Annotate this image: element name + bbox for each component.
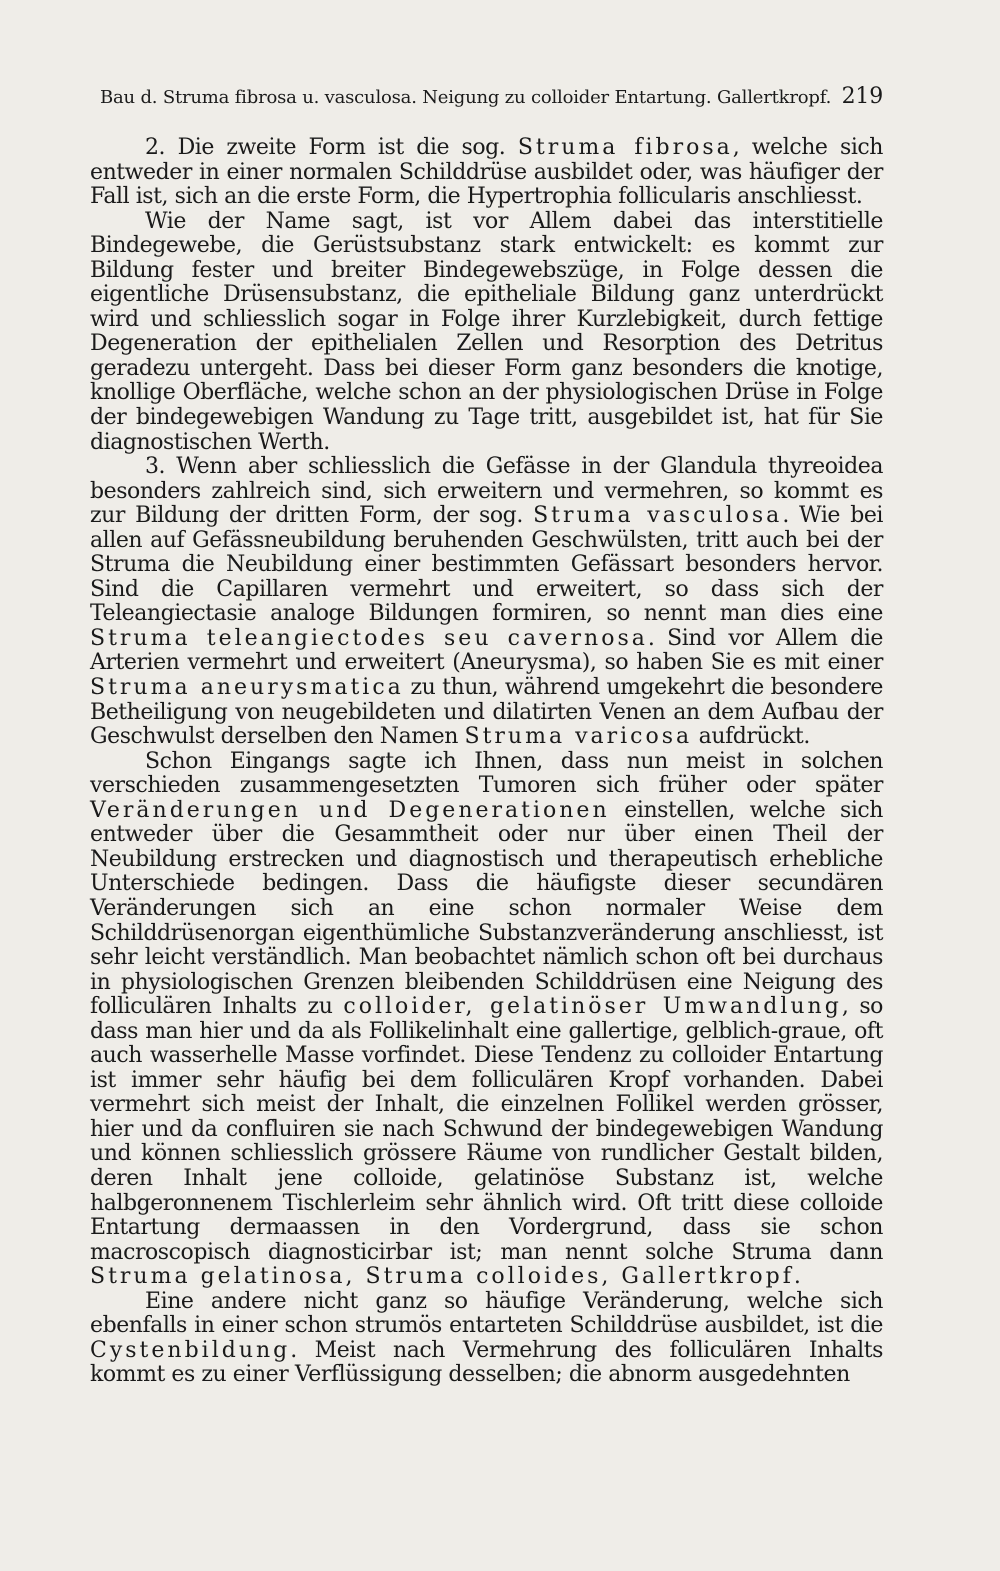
text-run: 3. Wenn aber schliesslich die Gefässe in der Glandula thyreoidea besonders zahlreich sind, sich erweitern und vermehren, so kommt es zur Bildung der dritten Form, der sog. — [90, 454, 883, 529]
spaced-emphasis: Struma teleangiectodes seu cavernosa — [90, 625, 648, 651]
paragraph — [90, 750, 883, 1290]
paragraph — [90, 210, 883, 455]
spaced-emphasis: Struma vasculosa — [533, 503, 783, 529]
spaced-emphasis: Veränderungen und Degenerationen — [90, 797, 610, 823]
spaced-emphasis: colloider, gelatinöser Umwandlung — [343, 994, 842, 1020]
text-run: Schon Eingangs sagte ich Ihnen, dass nun meist in solchen verschieden zusammengesetzten Tumoren sich früher oder später — [90, 748, 883, 799]
text-run: , so dass man hier und da als Follikelinhalt eine gallertige, gelblich-graue, oft auch wasserhelle Masse vorfindet. Diese Tendenz zu colloider Entartung ist immer sehr häufig bei dem folliculären Kropf vorhanden. Dabei vermehrt sich meist der Inhalt, die einzelnen Follikel werden grösser, hier und da confluiren sie nach Schwund der bindegewebigen Wandung und können schliesslich grössere Räume von rundlicher Gestalt bilden, deren Inhalt jene colloide, gelatinöse Substanz ist, welche halbgeronnenem Tischlerleim sehr ähnlich wird. Oft tritt diese colloide Entartung dermaassen in den Vordergrund, dass sie schon macroscopisch diagnosticirbar ist; man nennt solche Struma dann — [90, 994, 883, 1265]
text-run: . — [793, 1264, 801, 1290]
running-header — [100, 84, 883, 109]
text-run: . Meist nach Vermehrung des folliculären Inhalts kommt es zu einer Verflüssigung desselben; die abnorm ausgedehnten — [90, 1337, 883, 1388]
paragraph — [90, 136, 883, 210]
spaced-emphasis: Struma aneurysmatica — [90, 675, 404, 701]
body-text — [90, 136, 883, 1388]
paragraph — [90, 1290, 883, 1388]
spaced-emphasis: Struma varicosa — [464, 724, 693, 750]
spaced-emphasis: Struma gelatinosa, Struma colloides, Gallertkropf — [90, 1264, 794, 1290]
text-run: , welche sich entweder in einer normalen Schilddrüse ausbildet oder, was häufiger der Fall ist, sich an die erste Form, die Hypertrophia follicularis anschliesst. — [90, 135, 884, 210]
text-run: Wie der Name sagt, ist vor Allem dabei das interstitielle Bindegewebe, die Gerüstsubstanz stark entwickelt: es kommt zur Bildung fester und breiter Bindegewebszüge, in Folge dessen die eigentliche Drüsensubstanz, die epitheliale Bildung ganz unterdrückt wird und schliesslich sogar in Folge ihrer Kurzlebigkeit, durch fettige Degeneration der epithelialen Zellen und Resorption des Detritus geradezu untergeht. Dass bei dieser Form ganz besonders die knotige, knollige Oberfläche, welche schon an der physiologischen Drüse in Folge der bindegewebigen Wandung zu Tage tritt, ausgebildet ist, hat für Sie diagnostischen Werth. — [90, 208, 883, 455]
text-run: aufdrückt. — [692, 724, 810, 750]
running-title: Bau d. Struma fibrosa u. vasculosa. Neigung zu colloider Entartung. Gallertkropf. — [100, 87, 832, 108]
text-run: . Wie bei allen auf Gefässneubildung beruhenden Geschwülsten, tritt auch bei der Struma die Neubildung einer bestimmten Gefässart besonders hervor. Sind die Capillaren vermehrt und erweitert, so dass sich der Teleangiectasie analoge Bildungen formiren, so nennt man dies eine — [90, 503, 883, 627]
text-run: 2. Die zweite Form ist die sog. — [145, 135, 518, 160]
paragraph — [90, 455, 883, 750]
text-run: Eine andere nicht ganz so häufige Veränderung, welche sich ebenfalls in einer schon strumös entarteten Schilddrüse ausbildet, ist die — [90, 1288, 883, 1339]
text-run: zu thun, während umgekehrt die besondere Betheiligung von neugebildeten und dilatirten Venen an dem Aufbau der Geschwulst derselben den Namen — [90, 675, 883, 750]
spaced-emphasis: Struma fibrosa — [517, 135, 733, 160]
text-run: . Sind vor Allem die Arterien vermehrt und erweitert (Aneurysma), so haben Sie es mit einer — [90, 625, 883, 676]
page-number: 219 — [841, 84, 883, 109]
text-run: einstellen, welche sich entweder über die Gesammtheit oder nur über einen Theil der Neubildung erstrecken und diagnostisch und therapeutisch erhebliche Unterschiede bedingen. Dass die häufigste dieser secundären Veränderungen sich an eine schon normaler Weise dem Schilddrüsenorgan eigenthümliche Substanzveränderung anschliesst, ist sehr leicht verständlich. Man beobachtet nämlich schon oft bei durchaus in physiologischen Grenzen bleibenden Schilddrüsen eine Neigung des folliculären Inhalts zu — [90, 797, 883, 1020]
spaced-emphasis: Cystenbildung — [90, 1337, 291, 1363]
